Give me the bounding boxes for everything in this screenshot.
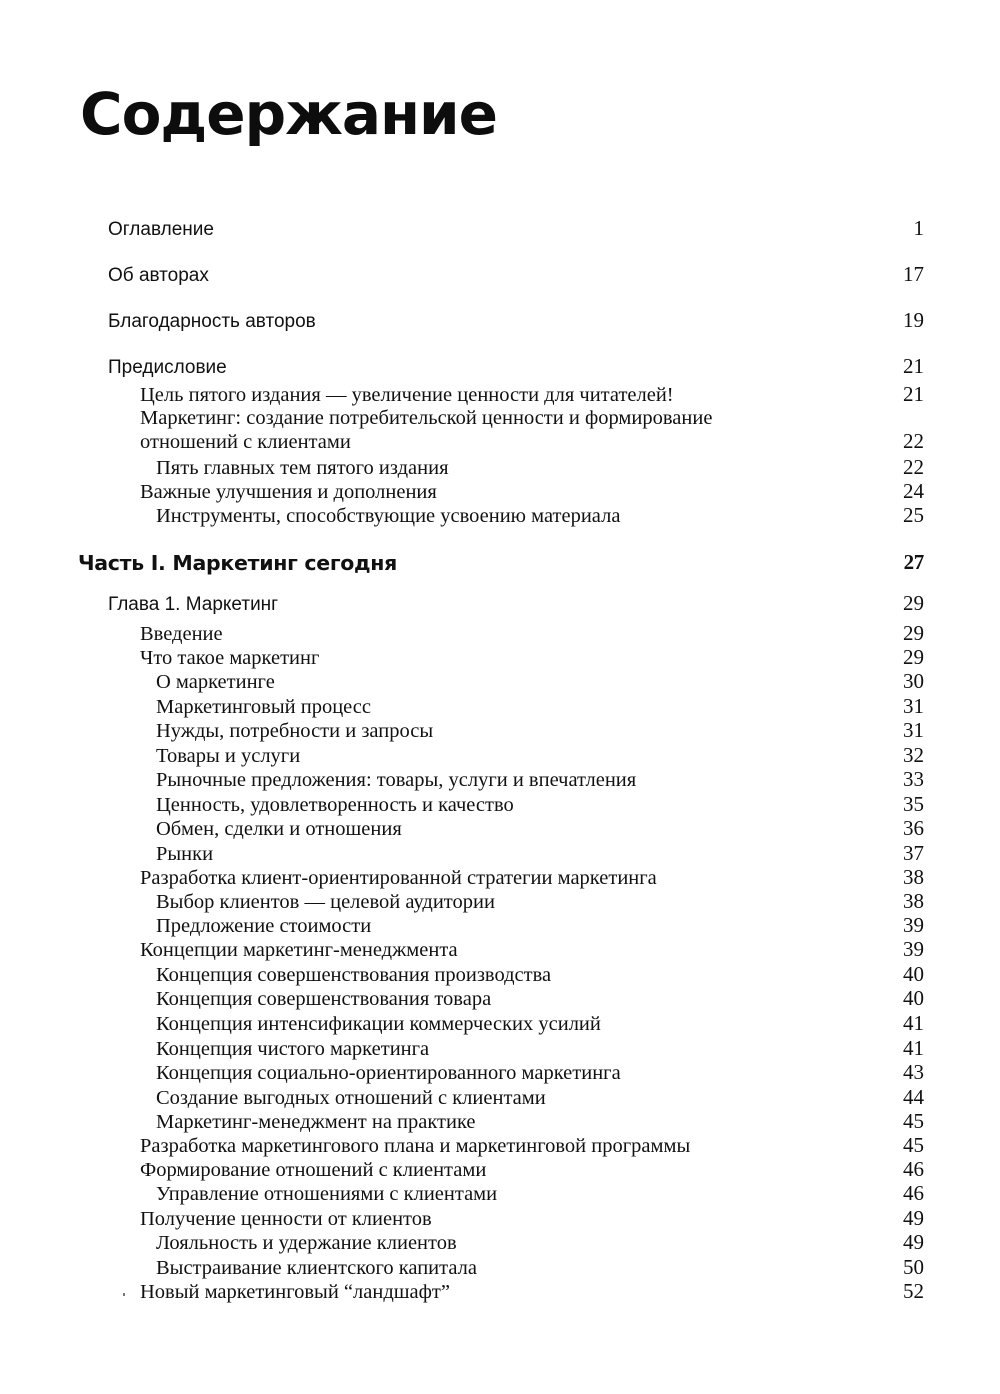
- toc-entry-label: Создание выгодных отношений с клиентами: [156, 1087, 546, 1109]
- toc-entry-page: 38: [903, 889, 924, 913]
- toc-chapter-heading[interactable]: [108, 591, 924, 616]
- toc-entry-label: Маркетинг-менеджмент на практике: [156, 1111, 476, 1133]
- toc-entry[interactable]: [140, 1133, 924, 1158]
- toc-part-heading[interactable]: [78, 550, 924, 575]
- toc-entry-label: Концепции маркетинг-менеджмента: [140, 939, 458, 961]
- toc-entry-label: Разработка маркетингового плана и маркетинговой программы: [140, 1135, 691, 1157]
- toc-entry-page: 25: [903, 503, 924, 527]
- toc-entry[interactable]: [156, 816, 924, 841]
- toc-entry-label: Управление отношениями с клиентами: [156, 1183, 498, 1205]
- toc-entry-label: Что такое маркетинг: [140, 647, 320, 669]
- toc-entry[interactable]: [156, 455, 924, 480]
- toc-entry-page: 46: [903, 1157, 924, 1181]
- toc-entry-page: 22: [903, 455, 924, 479]
- toc-entry-label: Выбор клиентов — целевой аудитории: [156, 891, 495, 913]
- toc-entry[interactable]: [156, 889, 924, 914]
- toc-entry-label: Формирование отношений с клиентами: [140, 1159, 487, 1181]
- toc-entry[interactable]: [140, 1279, 924, 1304]
- toc-entry-label: Разработка клиент-ориентированной стратегии маркетинга: [140, 867, 657, 889]
- toc-entry-label: Концепция интенсификации коммерческих усилий: [156, 1013, 601, 1035]
- toc-entry-page: 46: [903, 1181, 924, 1205]
- toc-entry[interactable]: [140, 645, 924, 670]
- toc-entry-label: Получение ценности от клиентов: [140, 1208, 432, 1230]
- toc-entry[interactable]: [140, 406, 924, 454]
- page-title: Содержание: [80, 80, 498, 148]
- toc-entry-page: 38: [903, 865, 924, 889]
- toc-entry-label: Концепция совершенствования производства: [156, 964, 552, 986]
- toc-entry[interactable]: [156, 962, 924, 987]
- toc-entry-label: Концепция чистого маркетинга: [156, 1038, 430, 1060]
- toc-entry[interactable]: [140, 382, 924, 407]
- toc-entry[interactable]: [156, 1230, 924, 1255]
- toc-entry-page: 41: [903, 1036, 924, 1060]
- toc-entry-page: 24: [903, 479, 924, 503]
- toc-entry-label: Нужды, потребности и запросы: [156, 720, 434, 742]
- toc-entry-label: Глава 1. Маркетинг: [108, 594, 279, 615]
- toc-entry-label: Концепция социально-ориентированного маркетинга: [156, 1062, 621, 1084]
- toc-entry-page: 21: [903, 382, 924, 406]
- toc-entry-label: Выстраивание клиентского капитала: [156, 1257, 477, 1279]
- toc-entry[interactable]: [156, 841, 924, 866]
- toc-entry-page: 32: [903, 743, 924, 767]
- toc-entry[interactable]: [156, 503, 924, 528]
- toc-entry-page: 39: [903, 913, 924, 937]
- toc-entry-page: 31: [903, 694, 924, 718]
- toc-entry-label: Рынки: [156, 843, 214, 865]
- toc-entry-page: 30: [903, 669, 924, 693]
- toc-entry[interactable]: [156, 1109, 924, 1134]
- toc-entry-page: 43: [903, 1060, 924, 1084]
- toc-entry-page: 45: [903, 1133, 924, 1157]
- toc-entry-page: 50: [903, 1255, 924, 1279]
- toc-entry-label: Введение: [140, 623, 223, 645]
- toc-entry-label-line: отношений с клиентами: [140, 431, 351, 453]
- toc-entry[interactable]: [156, 669, 924, 694]
- toc-entry[interactable]: [140, 1157, 924, 1182]
- toc-entry[interactable]: [156, 1181, 924, 1206]
- toc-entry[interactable]: [156, 1085, 924, 1110]
- toc-entry-page: 45: [903, 1109, 924, 1133]
- toc-entry[interactable]: [156, 986, 924, 1011]
- toc-entry-acknowledgements[interactable]: [108, 308, 924, 333]
- toc-entry-page: 33: [903, 767, 924, 791]
- toc-entry-page: 40: [903, 962, 924, 986]
- toc-entry[interactable]: [140, 479, 924, 504]
- toc-entry[interactable]: [140, 865, 924, 890]
- toc-entry-label: О маркетинге: [156, 671, 275, 693]
- toc-entry-page: 1: [913, 216, 924, 240]
- toc-entry-page: 29: [903, 591, 924, 615]
- toc-entry[interactable]: [156, 1060, 924, 1085]
- toc-entry-label: Предисловие: [108, 357, 227, 378]
- toc-entry-page: 36: [903, 816, 924, 840]
- toc-entry-page: 41: [903, 1011, 924, 1035]
- toc-entry-page: 19: [903, 308, 924, 332]
- toc-entry-page: 29: [903, 645, 924, 669]
- toc-entry[interactable]: [156, 767, 924, 792]
- toc-entry-label: Маркетинговый процесс: [156, 696, 371, 718]
- toc-entry-contents[interactable]: [108, 216, 924, 241]
- toc-entry[interactable]: [156, 718, 924, 743]
- toc-entry-page: 21: [903, 354, 924, 378]
- toc-entry-page: 22: [903, 429, 924, 453]
- toc-entry-label: Концепция совершенствования товара: [156, 988, 492, 1010]
- toc-entry[interactable]: [156, 1036, 924, 1061]
- toc-entry-label: Рыночные предложения: товары, услуги и впечатления: [156, 769, 637, 791]
- toc-entry-label: Благодарность авторов: [108, 311, 316, 332]
- toc-entry-label: Часть I. Маркетинг сегодня: [78, 551, 397, 575]
- toc-entry-page: 44: [903, 1085, 924, 1109]
- toc-entry[interactable]: [156, 913, 924, 938]
- toc-entry-label: Важные улучшения и дополнения: [140, 481, 437, 503]
- toc-entry[interactable]: [140, 937, 924, 962]
- toc-entry-label: Обмен, сделки и отношения: [156, 818, 402, 840]
- toc-entry-preface[interactable]: [108, 354, 924, 379]
- toc-entry-label: Ценность, удовлетворенность и качество: [156, 794, 514, 816]
- toc-entry[interactable]: [156, 1011, 924, 1036]
- toc-entry[interactable]: [156, 694, 924, 719]
- toc-entry-page: 27: [903, 550, 924, 574]
- toc-entry-page: 40: [903, 986, 924, 1010]
- toc-entry-label: Оглавление: [108, 219, 214, 240]
- toc-entry-page: 49: [903, 1230, 924, 1254]
- toc-entry-about-authors[interactable]: [108, 262, 924, 287]
- toc-entry-page: 39: [903, 937, 924, 961]
- toc-entry-page: 37: [903, 841, 924, 865]
- toc-entry-page: 52: [903, 1279, 924, 1303]
- toc-entry-label-line: Маркетинг: создание потребительской ценности и формирование: [140, 407, 713, 429]
- toc-entry[interactable]: [156, 792, 924, 817]
- toc-entry-label: Товары и услуги: [156, 745, 301, 767]
- toc-entry-page: 49: [903, 1206, 924, 1230]
- toc-entry-page: 35: [903, 792, 924, 816]
- scan-speck: [123, 1293, 125, 1296]
- toc-entry-page: 31: [903, 718, 924, 742]
- toc-entry-label: Об авторах: [108, 265, 209, 286]
- toc-entry-label: Предложение стоимости: [156, 915, 372, 937]
- toc-entry[interactable]: [140, 621, 924, 646]
- toc-entry[interactable]: [140, 1206, 924, 1231]
- toc-entry-label: Лояльность и удержание клиентов: [156, 1232, 457, 1254]
- toc-entry-label: Цель пятого издания — увеличение ценности для читателей!: [140, 384, 674, 406]
- toc-entry[interactable]: [156, 1255, 924, 1280]
- toc-entry-page: 17: [903, 262, 924, 286]
- toc-entry-page: 29: [903, 621, 924, 645]
- toc-entry-label: Новый маркетинговый “ландшафт”: [140, 1281, 450, 1303]
- toc-entry[interactable]: [156, 743, 924, 768]
- toc-entry-label: Инструменты, способствующие усвоению материала: [156, 505, 621, 527]
- toc-entry-label: Пять главных тем пятого издания: [156, 457, 449, 479]
- toc-entry-label: [140, 406, 903, 454]
